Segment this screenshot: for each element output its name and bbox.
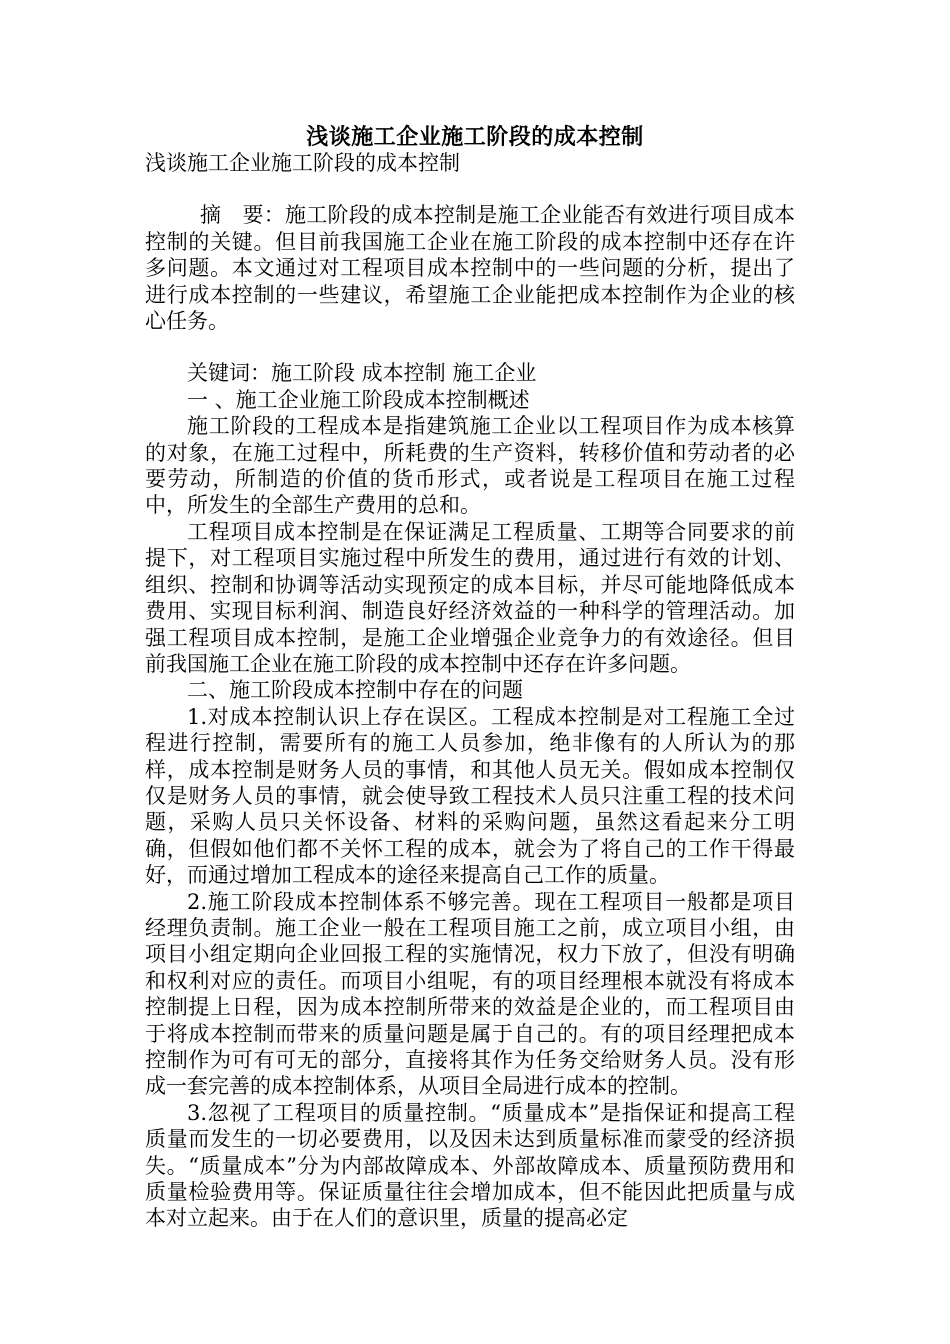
document-body [145, 150, 795, 1232]
abstract-paragraph: 摘 要：施工阶段的成本控制是施工企业能否有效进行项目成本控制的关键。但目前我国施工企业在施工阶段的成本控制中还存在许多问题。本文通过对工程项目成本控制中的一些问题的分析，提出了进行成本控制的一些建议，希望施工企业能把成本控制作为企业的核心任务。 [145, 203, 795, 334]
keywords-line: 关键词：施工阶段 成本控制 施工企业 [187, 361, 537, 386]
body-paragraph: 3.忽视了工程项目的质量控制。“质量成本”是指保证和提高工程质量而发生的一切必要费用，以及因未达到质量标准而蒙受的经济损失。“质量成本”分为内部故障成本、外部故障成本、质量预防费用和质量检验费用等。保证质量往往会增加成本，但不能因此把质量与成本对立起来。由于在人们的意识里，质量的提高必定 [145, 1100, 795, 1231]
section-heading-2: 二、施工阶段成本控制中存在的问题 [187, 678, 523, 703]
body-paragraph: 2.施工阶段成本控制体系不够完善。现在工程项目一般都是项目经理负责制。施工企业一般在工程项目施工之前，成立项目小组，由项目小组定期向企业回报工程的实施情况，权力下放了，但没有明确和权利对应的责任。而项目小组呢，有的项目经理根本就没有将成本控制提上日程，因为成本控制所带来的效益是企业的，而工程项目由于将成本控制而带来的质量问题是属于自己的。有的项目经理把成本控制作为可有可无的部分，直接将其作为任务交给财务人员。没有形成一套完善的成本控制体系，从项目全局进行成本的控制。 [145, 889, 795, 1099]
body-paragraph: 工程项目成本控制是在保证满足工程质量、工期等合同要求的前提下，对工程项目实施过程中所发生的费用，通过进行有效的计划、组织、控制和协调等活动实现预定的成本目标，并尽可能地降低成本费用、实现目标利润、制造良好经济效益的一种科学的管理活动。加强工程项目成本控制，是施工企业增强企业竞争力的有效途径。但目前我国施工企业在施工阶段的成本控制中还存在许多问题。 [145, 519, 795, 676]
body-paragraph: 1.对成本控制认识上存在误区。工程成本控制是对工程施工全过程进行控制，需要所有的施工人员参加，绝非像有的人所认为的那样，成本控制是财务人员的事情，和其他人员无关。假如成本控制仅仅是财务人员的事情，就会使导致工程技术人员只注重工程的技术问题，采购人员只关怀设备、材料的采购问题，虽然这看起来分工明确，但假如他们都不关怀工程的成本，就会为了将自己的工作干得最好，而通过增加工程成本的途径来提高自己工作的质量。 [145, 704, 795, 888]
document-title: 浅谈施工企业施工阶段的成本控制 [306, 124, 644, 150]
body-paragraph: 施工阶段的工程成本是指建筑施工企业以工程项目作为成本核算的对象，在施工过程中，所耗费的生产资料，转移价值和劳动者的必要劳动，所制造的价值的货币形式，或者说是工程项目在施工过程中，所发生的全部生产费用的总和。 [145, 414, 795, 518]
blank-line [145, 176, 795, 202]
blank-line [145, 334, 795, 360]
document-subtitle: 浅谈施工企业施工阶段的成本控制 [145, 151, 460, 175]
section-heading-1: 一 、施工企业施工阶段成本控制概述 [187, 387, 530, 412]
